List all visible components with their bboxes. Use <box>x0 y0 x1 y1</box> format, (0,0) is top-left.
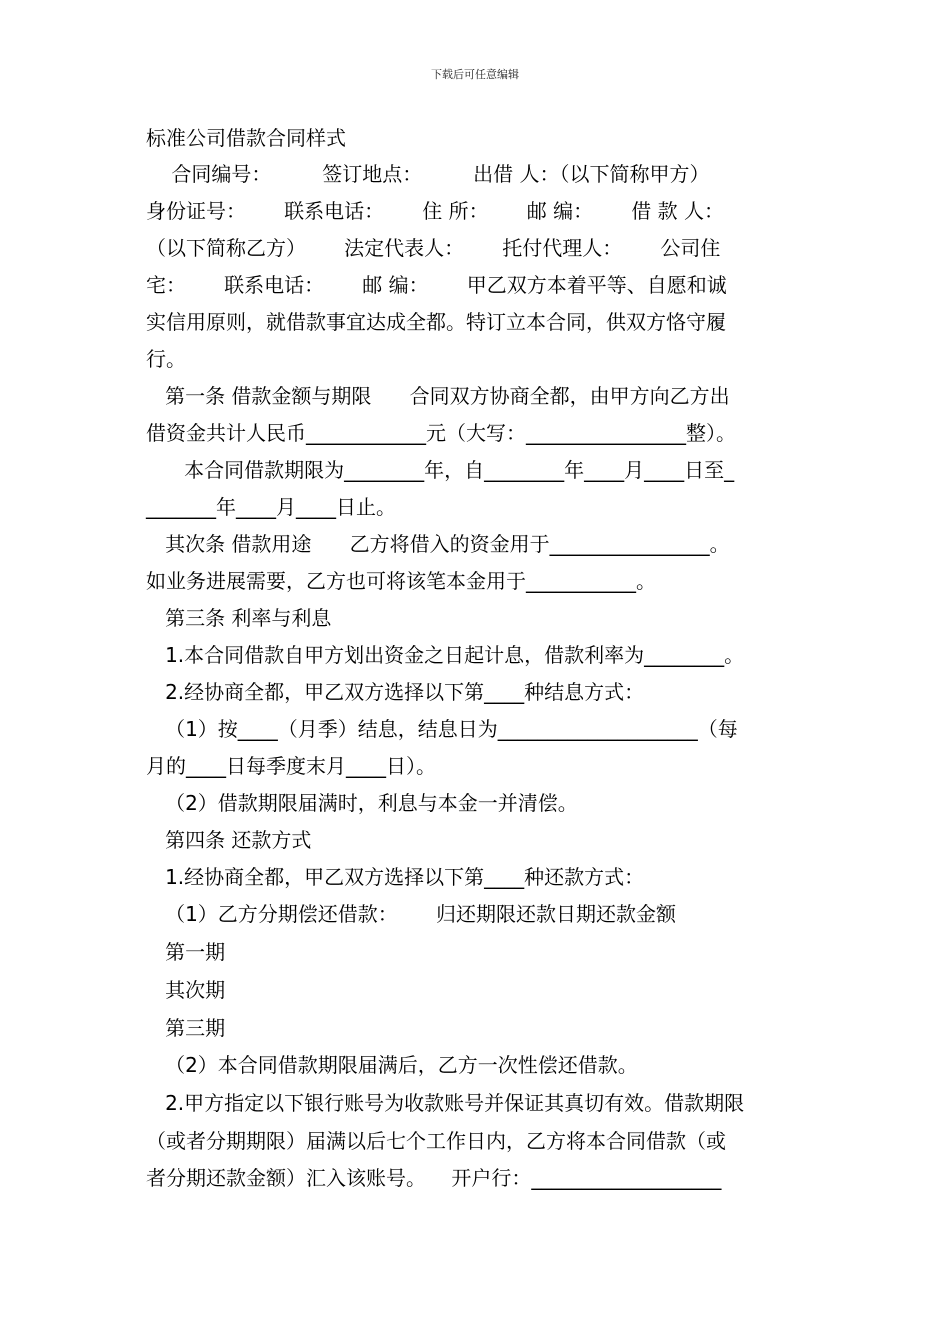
text-line: （2）借款期限届满时，利息与本金一并清偿。 <box>146 791 578 815</box>
text-line: 身份证号： 联系电话： 住 所： 邮 编： 借 款 人： <box>146 199 725 223</box>
text-line: 如业务进展需要，乙方也可将该笔本金用于___________。 <box>146 569 656 593</box>
doc-title: 标准公司借款合同样式 <box>146 126 346 150</box>
text-line: （1）乙方分期偿还借款： 归还期限还款日期还款金额 <box>146 902 676 926</box>
text-line: 第一期 <box>146 940 226 964</box>
text-line: 第三期 <box>146 1016 226 1040</box>
text-line: 月的____日每季度末月____日）。 <box>146 754 436 778</box>
text-line: 实信用原则，就借款事宜达成全都。特订立本合同，供双方恪守履 <box>146 310 726 334</box>
text-line: 第四条 还款方式 <box>146 828 312 852</box>
text-line: （2）本合同借款期限届满后，乙方一次性偿还借款。 <box>146 1053 638 1077</box>
text-line: 宅： 联系电话： 邮 编： 甲乙双方本着平等、自愿和诚 <box>146 273 727 297</box>
text-line: 者分期还款金额）汇入该账号。 开户行：___________________ <box>146 1166 722 1190</box>
text-line: 第一条 借款金额与期限 合同双方协商全都，由甲方向乙方出 <box>146 384 730 408</box>
text-line: 第三条 利率与利息 <box>146 606 332 630</box>
text-line: _______年____月____日止。 <box>146 495 396 519</box>
page-header: 下载后可任意编辑 <box>431 68 519 81</box>
text-line: 1.经协商全都，甲乙双方选择以下第____种还款方式： <box>146 865 645 889</box>
text-line: 其次条 借款用途 乙方将借入的资金用于________________。 <box>146 532 730 556</box>
text-line: 本合同借款期限为________年，自________年____月____日至_ <box>146 458 735 482</box>
text-line: （以下简称乙方） 法定代表人： 托付代理人： 公司住 <box>146 236 721 260</box>
text-line: 借资金共计人民币____________元（大写：________________整）。 <box>146 421 736 445</box>
text-line: 2.经协商全都，甲乙双方选择以下第____种结息方式： <box>146 680 645 704</box>
text-line: 2.甲方指定以下银行账号为收款账号并保证其真切有效。借款期限 <box>146 1091 745 1115</box>
text-line: （1）按____（月季）结息，结息日为____________________（每 <box>146 717 738 741</box>
text-line: 其次期 <box>146 978 226 1002</box>
text-line: 1.本合同借款自甲方划出资金之日起计息，借款利率为________。 <box>146 643 745 667</box>
text-line: 行。 <box>146 347 186 371</box>
text-line: （或者分期期限）届满以后七个工作日内，乙方将本合同借款（或 <box>146 1129 726 1153</box>
text-line: 合同编号： 签订地点： 出借 人：（以下简称甲方） <box>146 162 710 186</box>
